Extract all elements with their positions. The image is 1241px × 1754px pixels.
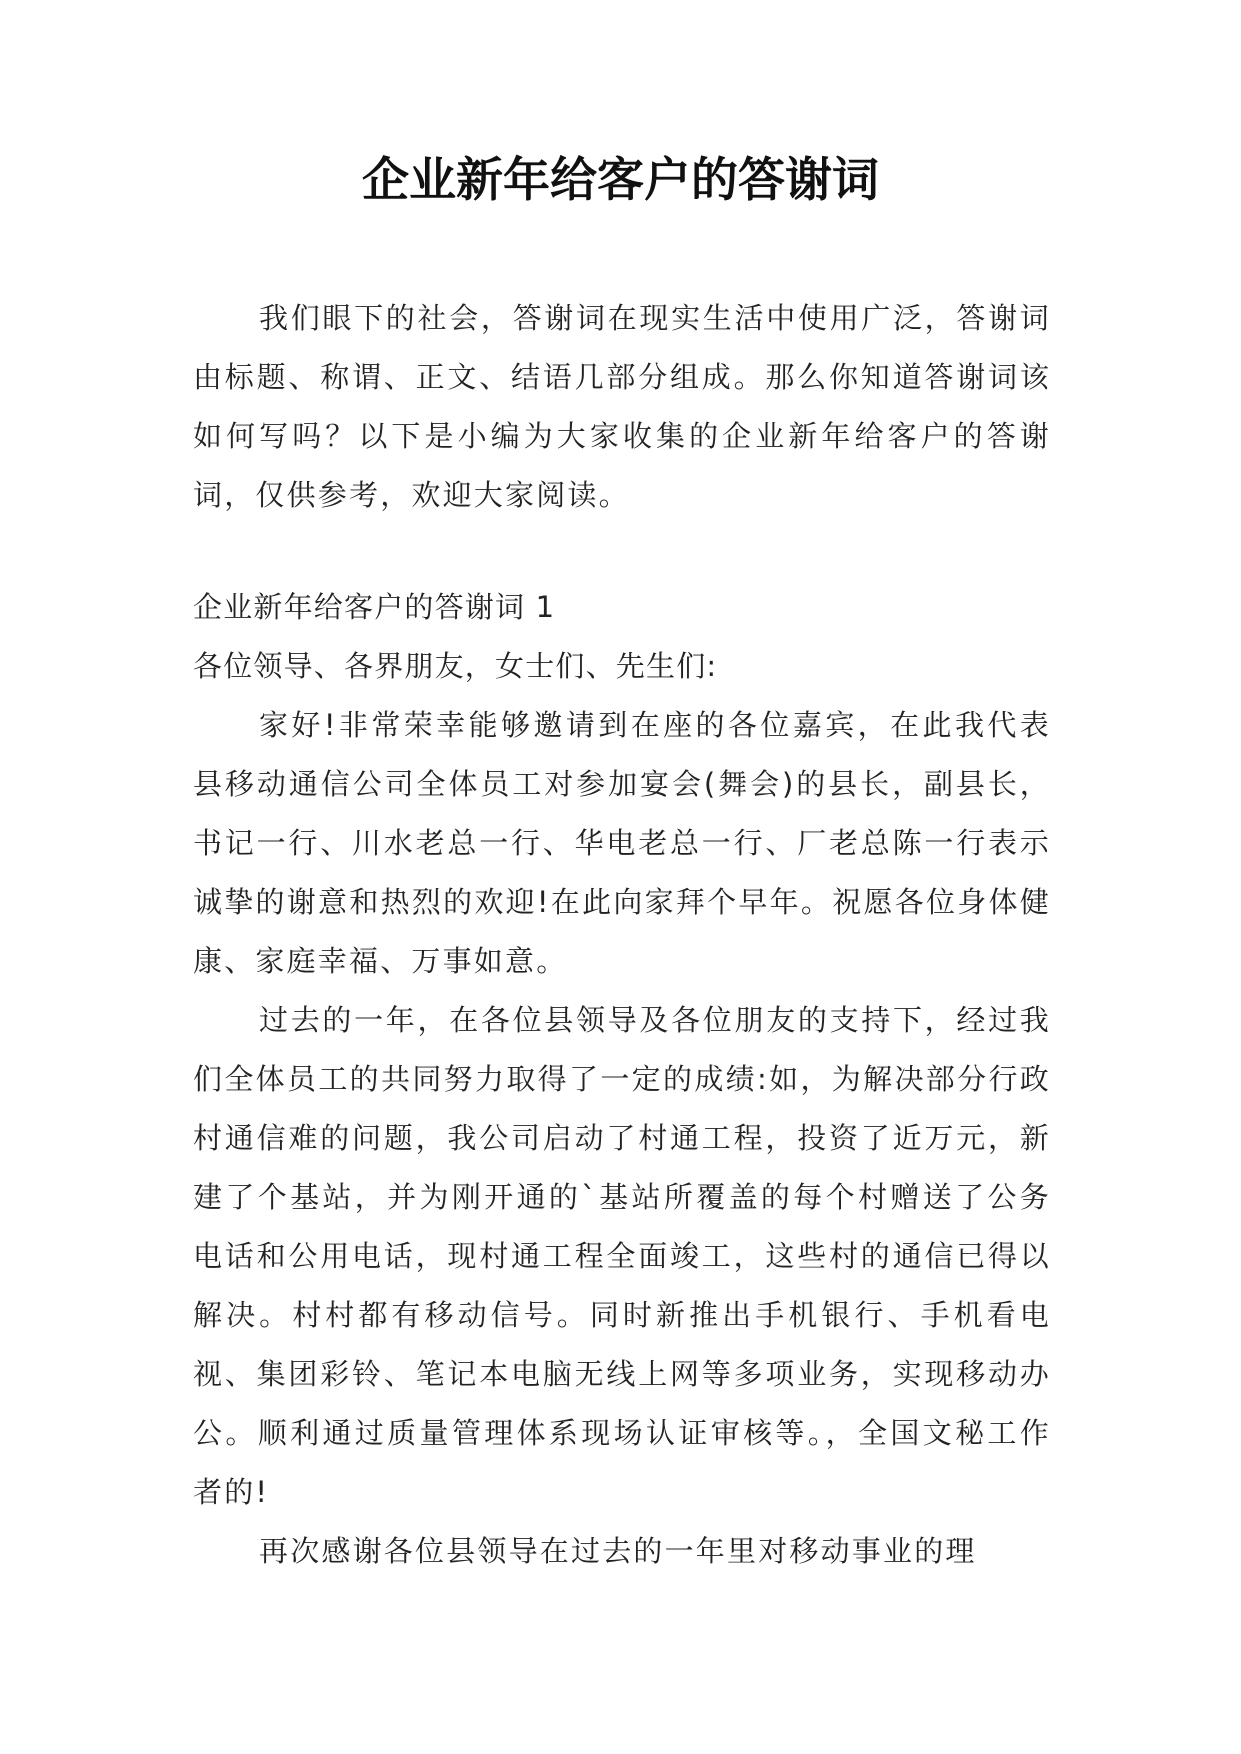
intro-paragraph: 我们眼下的社会，答谢词在现实生活中使用广泛，答谢词由标题、称谓、正文、结语几部分组成。那么你知道答谢词该如何写吗？以下是小编为大家收集的企业新年给客户的答谢词，仅供参考，欢迎大家阅读。 [193, 301, 1051, 512]
document-title: 企业新年给客户的答谢词 [362, 153, 879, 208]
section-heading: 企业新年给客户的答谢词 1 [193, 590, 556, 624]
body-paragraph-1: 家好!非常荣幸能够邀请到在座的各位嘉宾，在此我代表县移动通信公司全体员工对参加宴会(舞会)的县长，副县长，书记一行、川水老总一行、华电老总一行、厂老总陈一行表示诚挚的谢意和热烈的欢迎!在此向家拜个早年。祝愿各位身体健康、家庭幸福、万事如意。 [193, 708, 1051, 978]
section-1 [193, 578, 1051, 1581]
salutation: 各位领导、各界朋友，女士们、先生们: [193, 649, 718, 683]
body-paragraph-2: 过去的一年，在各位县领导及各位朋友的支持下，经过我们全体员工的共同努力取得了一定的成绩:如，为解决部分行政村通信难的问题，我公司启动了村通工程，投资了近万元，新建了个基站，并为刚开通的`基站所覆盖的每个村赠送了公务电话和公用电话，现村通工程全面竣工，这些村的通信已得以解决。村村都有移动信号。同时新推出手机银行、手机看电视、集团彩铃、笔记本电脑无线上网等多项业务，实现移动办公。顺利通过质量管理体系现场认证审核等。，全国文秘工作者的! [193, 1003, 1051, 1509]
body-paragraph-3: 再次感谢各位县领导在过去的一年里对移动事业的理 [259, 1534, 977, 1568]
